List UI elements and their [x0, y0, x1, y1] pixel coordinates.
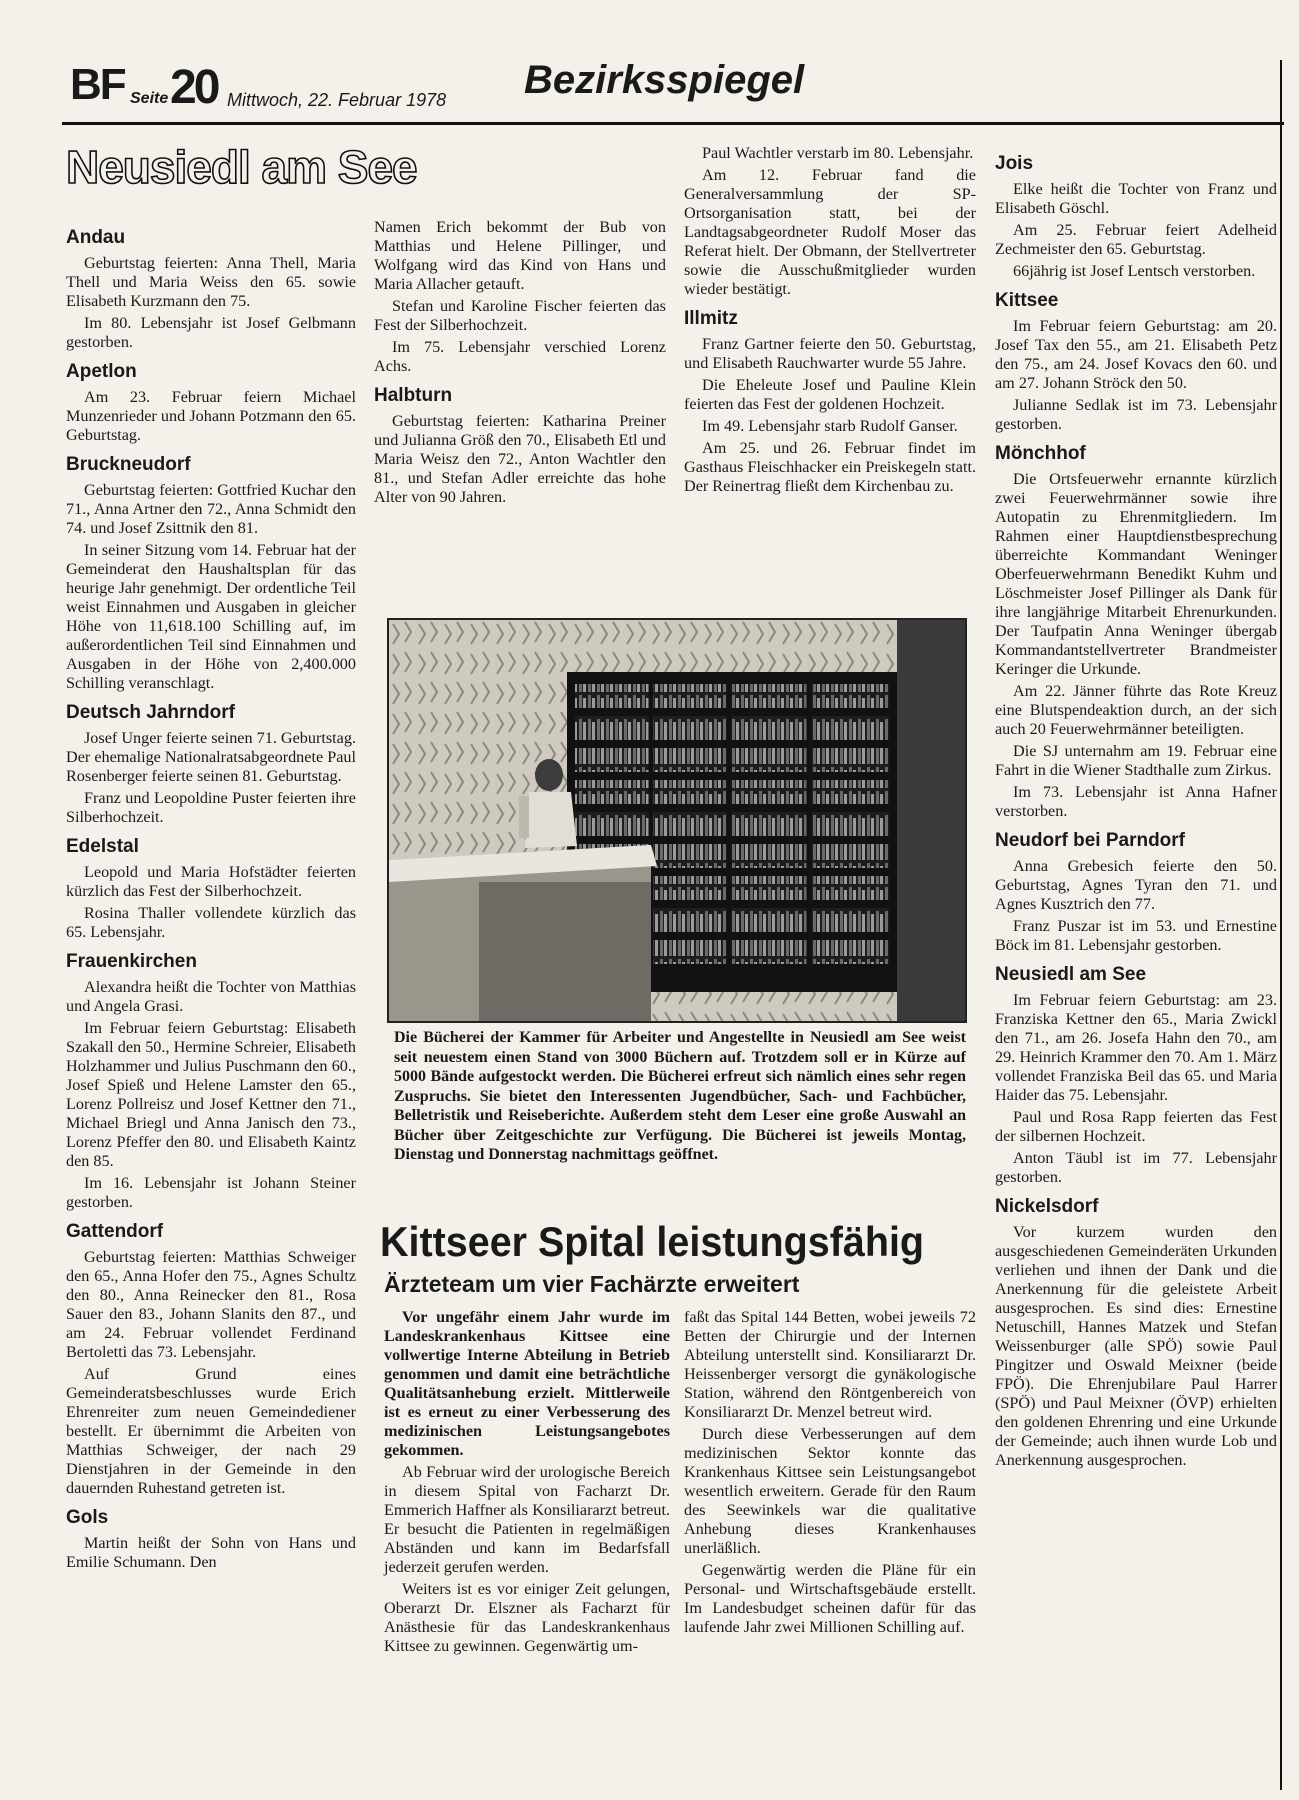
- library-photo-image: [389, 620, 965, 1021]
- paragraph: Im 75. Lebensjahr verschied Lorenz Achs.: [374, 338, 666, 375]
- paragraph: Gegenwärtig werden die Pläne für ein Personal- und Wirtschaftsgebäude erstellt. Im Landesbudget scheinen dafür für das laufende Jahr zwei Millionen Schilling auf.: [684, 1561, 976, 1636]
- paragraph: Die SJ unternahm am 19. Februar eine Fahrt in die Wiener Stadthalle zum Zirkus.: [995, 742, 1277, 779]
- paragraph: Geburtstag feierten: Matthias Schweiger den 65., Anna Hofer den 75., Agnes Schultz den 80., Anna Reinecker den 81., Rosa Sauer den 83., Johann Slanits den 87., und am 24. Februar vollendet Ferdinand Bertoletti das 73. Lebensjahr.: [66, 1248, 356, 1361]
- paragraph: Im 49. Lebensjahr starb Rudolf Ganser.: [702, 417, 958, 435]
- paragraph: Alexandra heißt die Tochter von Matthias und Angela Grasi.: [66, 978, 356, 1015]
- paragraph: Anton Täubl ist im 77. Lebensjahr gestorben.: [995, 1149, 1277, 1186]
- column-4: [995, 144, 1277, 1473]
- heading-bruckneudorf: Bruckneudorf: [66, 454, 191, 475]
- paragraph: Auf Grund eines Gemeinderatsbeschlusses wurde Erich Ehrenreiter zum neuen Gemeindediener bestellt. Er übernimmt die Arbeiten von Matthias Schweiger, der nach 29 Dienstjahren in der Gemeinde in den dauernden Ruhestand getreten ist.: [66, 1365, 356, 1497]
- paragraph: Im Februar feiern Geburtstag: Elisabeth Szakall den 50., Hermine Schreier, Elisabeth Holzhammer und Julius Puschmann den 60., Josef Spieß und Helene Lamster den 65., Lorenz Pollreisz und Josef Kettner den 71., Michael Briegl und Anna Janisch den 73., Lorenz Pfeffer den 80. und Elisabeth Kaintz den 85.: [66, 1019, 356, 1170]
- column-3: [684, 144, 976, 499]
- heading-nickelsdorf: Nickelsdorf: [995, 1196, 1099, 1217]
- paragraph: Josef Unger feierte seinen 71. Geburtstag. Der ehemalige Nationalratsabgeordnete Paul Rosenberger feierte seinen 81. Geburtstag.: [66, 729, 356, 785]
- paragraph: Vor kurzem wurden den ausgeschiedenen Gemeinderäten Urkunden verliehen und ihnen der Dank und die Anerkennung für die geleistete Arbeit ausgesprochen. Es sind dies: Ernestine Netuschill, Hannes Matzek und Stefan Weissenburger (alle SPÖ) sowie Paul Pingitzer und Oswald Meixner (beide FPÖ). Die Ehrenjubilare Paul Harrer (SPÖ) und Paul Meixner (ÖVP) erhielten den goldenen Ehrenring und eine Urkunde der Gemeinde; auch ihnen wurde Lob und Anerkennung ausgesprochen.: [995, 1223, 1277, 1469]
- column-1: [66, 218, 356, 1575]
- heading-apetlon: Apetlon: [66, 361, 137, 382]
- paragraph: Am 25. Februar feiert Adelheid Zechmeister den 65. Geburtstag.: [995, 221, 1277, 258]
- paragraph: Am 25. und 26. Februar findet im Gasthaus Fleischhacker ein Preiskegeln statt. Der Reinertrag fließt dem Kirchenbau zu.: [684, 439, 976, 495]
- paragraph: Rosina Thaller vollendete kürzlich das 65. Lebensjahr.: [66, 904, 356, 941]
- paragraph: Am 12. Februar fand die Generalversammlung der SP-Ortsorganisation statt, bei der Landtagsabgeordneter Rudolf Moser das Referat hielt. Der Obmann, der Stellvertreter sowie die Ausschußmitglieder wurden wieder bestätigt.: [684, 166, 976, 298]
- heading-jois: Jois: [995, 153, 1034, 174]
- section-title: Bezirksspiegel: [524, 58, 805, 102]
- paragraph: Franz Gartner feierte den 50. Geburtstag, und Elisabeth Rauchwarter wurde 55 Jahre.: [684, 335, 976, 372]
- library-photo: [387, 618, 967, 1023]
- paragraph: Geburtstag feierten: Katharina Preiner und Julianna Größ den 70., Elisabeth Etl und Maria Weisz den 72., Anton Wachtler den 81., und Stefan Adler erreichte das hohe Alter von 90 Jahren.: [374, 412, 666, 506]
- paragraph: Martin heißt der Sohn von Hans und Emilie Schumann. Den: [66, 1534, 356, 1571]
- paragraph: Franz und Leopoldine Puster feierten ihre Silberhochzeit.: [66, 789, 356, 826]
- page-number: 20: [170, 61, 218, 114]
- page-header: [62, 50, 1282, 126]
- paragraph: 66jährig ist Josef Lentsch verstorben.: [1013, 262, 1256, 280]
- heading-halbturn: Halbturn: [374, 385, 453, 406]
- paragraph: Im Februar feiern Geburtstag: am 23. Franziska Kettner den 65., Maria Zwickl den 71., am 26. Josefa Hahn den 70., am 29. Heinrich Krammer den 70. Am 1. März vollendet Franziska Beil das 65. und Maria Haider das 75. Lebensjahr.: [995, 991, 1277, 1104]
- paragraph: Weiters ist es vor einiger Zeit gelungen, Oberarzt Dr. Elszner als Facharzt für Anästhesie für das Landeskrankenhaus Kittsee zu gewinnen. Gegenwärtig um-: [384, 1580, 670, 1655]
- article-lead: Vor ungefähr einem Jahr wurde im Landeskrankenhaus Kittsee eine vollwertige Interne Abteilung in Betrieb genommen und damit eine beträchtliche Qualitätsanhebung erzielt. Mittlerweile ist es erneut zu einer Verbesserung des medizinischen Leistungsangebotes gekommen.: [384, 1308, 670, 1459]
- paragraph: Stefan und Karoline Fischer feierten das Fest der Silberhochzeit.: [374, 297, 666, 334]
- heading-moenchhof: Mönchhof: [995, 443, 1086, 464]
- article-column-2: [684, 1308, 976, 1640]
- paragraph: Paul und Rosa Rapp feierten das Fest der silbernen Hochzeit.: [995, 1108, 1277, 1145]
- paragraph: Julianne Sedlak ist im 73. Lebensjahr gestorben.: [995, 396, 1277, 433]
- paragraph: Anna Grebesich feierte den 50. Geburtstag, Agnes Tyran den 71. und Agnes Kusztrich den 77.: [995, 857, 1277, 913]
- header-rule: [62, 122, 1284, 125]
- paragraph: In seiner Sitzung vom 14. Februar hat der Gemeinderat den Haushaltsplan für das heurige Jahr genehmigt. Der ordentliche Teil weist Einnahmen und Ausgaben in gleicher Höhe von 11,618.100 Schilling auf, im außerordentlichen Teil sind Einnahmen und Ausgaben in der Höhe von 2,400.000 Schilling veranschlagt.: [66, 541, 356, 692]
- paragraph: Die Ortsfeuerwehr ernannte kürzlich zwei Feuerwehrmänner sowie ihre Autopatin zu Ehrenmitgliedern. Im Rahmen einer Hauptdienstbesprechung überreichte Kommandant Weninger Oberfeuerwehrmann Benedikt Kuhm und Löschmeister Josef Pillinger als Dank für ihre langjährige Mitarbeit Ehrenurkunden. Der Taufpatin Anna Weninger übergab Kommandantstellvertreter Brandmeister Keringer die Urkunde.: [995, 470, 1277, 678]
- paragraph: Franz Puszar ist im 53. und Ernestine Böck im 81. Lebensjahr gestorben.: [995, 917, 1277, 954]
- publication-logo: BF: [70, 60, 125, 109]
- paragraph: Paul Wachtler verstarb im 80. Lebensjahr.: [702, 144, 974, 162]
- article-headline: Kittseer Spital leistungsfähig: [380, 1218, 925, 1265]
- paragraph: Die Eheleute Josef und Pauline Klein feierten das Fest der goldenen Hochzeit.: [684, 376, 976, 413]
- heading-deutsch-jahrndorf: Deutsch Jahrndorf: [66, 702, 235, 723]
- paragraph: Geburtstag feierten: Anna Thell, Maria Thell und Maria Weiss den 65. sowie Elisabeth Kurzmann den 75.: [66, 254, 356, 310]
- paragraph: Elke heißt die Tochter von Franz und Elisabeth Göschl.: [995, 180, 1277, 217]
- paragraph: Namen Erich bekommt der Bub von Matthias und Helene Pillinger, und Wolfgang wird das Kind von Hans und Maria Allacher getauft.: [374, 218, 666, 293]
- heading-gols: Gols: [66, 1507, 109, 1528]
- page-label: Seite: [130, 90, 169, 107]
- issue-date: Mittwoch, 22. Februar 1978: [227, 90, 447, 110]
- heading-neudorf: Neudorf bei Parndorf: [995, 830, 1186, 851]
- heading-neusiedl: Neusiedl am See: [995, 964, 1147, 985]
- heading-andau: Andau: [66, 227, 126, 248]
- paragraph: Im 16. Lebensjahr ist Johann Steiner gestorben.: [66, 1174, 356, 1211]
- paragraph: Im Februar feiern Geburtstag: am 20. Josef Tax den 55., am 21. Elisabeth Petz den 75., am 24. Josef Kovacs den 60. und am 27. Johann Ströck den 50.: [995, 317, 1277, 392]
- heading-gattendorf: Gattendorf: [66, 1221, 164, 1242]
- paragraph: Ab Februar wird der urologische Bereich in diesem Spital von Facharzt Dr. Emmerich Haffner als Konsiliararzt betreut. Er besucht die Patienten in regelmäßigen Abständen und kann im Bedarfsfall jederzeit gerufen werden.: [384, 1463, 670, 1576]
- paragraph: Geburtstag feierten: Gottfried Kuchar den 71., Anna Artner den 72., Anna Schmidt den 74. und Josef Zsittnik den 81.: [66, 481, 356, 537]
- photo-caption: Die Bücherei der Kammer für Arbeiter und Angestellte in Neusiedl am See weist seit neuestem einen Stand von 3000 Büchern auf. Trotzdem soll er in Kürze auf 5000 Bände aufgestockt werden. Die Bücherei erfreut sich nämlich eines sehr regen Zuspruchs. Sie bietet den Interessenten Jugendbücher, Sach- und Fachbücher, Belletristik und Reiseberichte. Außerdem steht dem Leser eine große Auswahl an Bücher über Zeitgeschichte zur Verfügung. Die Bücherei ist jeweils Montag, Dienstag und Donnerstag nachmittags geöffnet.: [394, 1029, 966, 1163]
- page-edge-rule: [1280, 60, 1282, 1790]
- article-subheadline: Ärzteteam um vier Fachärzte erweitert: [384, 1271, 800, 1297]
- paragraph: Durch diese Verbesserungen auf dem medizinischen Sektor konnte das Krankenhaus Kittsee sein Leistungsangebot wesentlich erweitern. Gerade für den Raum des Seewinkels war die qualitative Anhebung dieses Krankenhauses unerläßlich.: [684, 1425, 976, 1557]
- heading-illmitz: Illmitz: [684, 308, 738, 329]
- paragraph: Im 80. Lebensjahr ist Josef Gelbmann gestorben.: [66, 314, 356, 351]
- heading-kittsee: Kittsee: [995, 290, 1059, 311]
- paragraph: Leopold und Maria Hofstädter feierten kürzlich das Fest der Silberhochzeit.: [66, 863, 356, 900]
- paragraph: Im 73. Lebensjahr ist Anna Hafner verstorben.: [995, 783, 1277, 820]
- paragraph: Am 23. Februar feiern Michael Munzenrieder und Johann Potzmann den 65. Geburtstag.: [66, 388, 356, 444]
- column-2: [374, 218, 666, 510]
- paragraph: Am 22. Jänner führte das Rote Kreuz eine Blutspendeaktion durch, an der sich auch 20 Feuerwehrmänner beteiligten.: [995, 682, 1277, 738]
- paragraph: faßt das Spital 144 Betten, wobei jeweils 72 Betten der Chirurgie und der Internen Abteilung unterstellt sind. Konsiliararzt Dr. Heissenberger versorgt die gynäkologische Station, während den Röntgenbereich von Konsiliararzt Dr. Menzel betreut wird.: [684, 1308, 976, 1421]
- district-masthead: Neusiedl am See: [66, 141, 417, 193]
- heading-edelstal: Edelstal: [66, 836, 139, 857]
- heading-frauenkirchen: Frauenkirchen: [66, 951, 197, 972]
- article-column-1: [384, 1308, 670, 1659]
